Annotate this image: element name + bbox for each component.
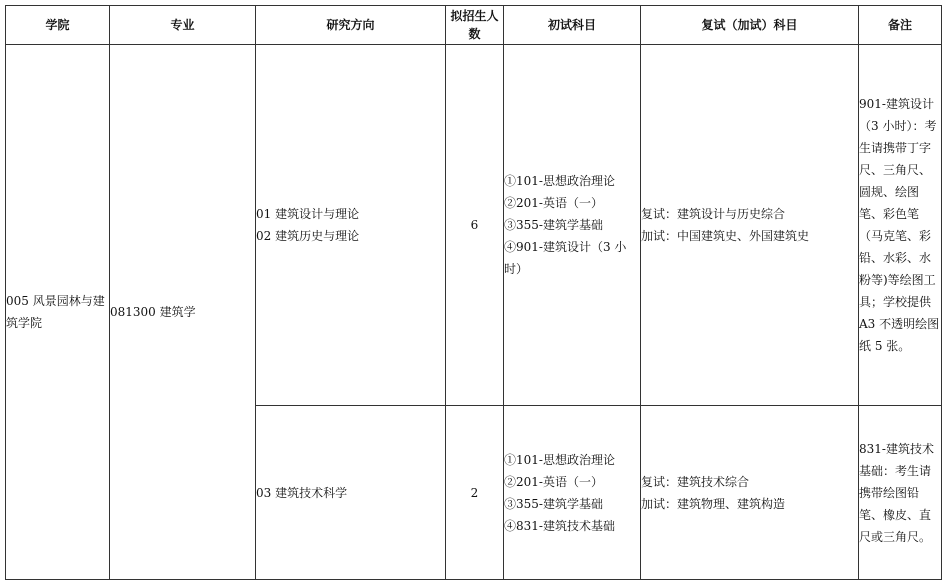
- remark-text: 831-建筑技术基础：考生请携带绘图铅笔、橡皮、直尺或三角尺。: [859, 441, 934, 544]
- program-table: [5, 5, 942, 580]
- prelim-line: ①101-思想政治理论: [504, 452, 615, 467]
- header-major: 专业: [110, 6, 256, 45]
- prelim-line: ②201-英语（一）: [504, 196, 603, 210]
- prelim-line: ②201-英语（一）: [504, 474, 603, 489]
- retest-line: 复试：建筑技术综合: [641, 474, 750, 489]
- major-cell: [110, 45, 256, 580]
- prelim-cell: [504, 45, 641, 406]
- header-prelim: 初试科目: [504, 6, 641, 45]
- college-cell: [6, 45, 110, 580]
- prelim-cell: [504, 406, 641, 580]
- direction-line: 01 建筑设计与理论: [256, 207, 360, 221]
- retest-line: 加试：中国建筑史、外国建筑史: [641, 229, 810, 243]
- retest-cell: [641, 406, 859, 580]
- prelim-line: ④831-建筑技术基础: [504, 518, 615, 533]
- header-remark: 备注: [859, 6, 942, 45]
- retest-cell: [641, 45, 859, 406]
- remark-text: 901-建筑设计（3 小时）：考生请携带丁字尺、三角尺、圆规、绘图笔、彩色笔（马克笔、彩铅、水彩、水粉等)等绘图工具；学校提供 A3 不透明绘图纸 5 张。: [859, 97, 940, 353]
- major-text: 081300 建筑学: [110, 305, 196, 319]
- retest-line: 加试：建筑物理、建筑构造: [641, 496, 786, 511]
- table-row: [6, 45, 942, 406]
- remark-cell: [859, 45, 942, 406]
- prelim-line: ④901-建筑设计（3 小时）: [504, 240, 627, 276]
- header-direction: 研究方向: [256, 6, 446, 45]
- header-row: [6, 6, 942, 45]
- direction-line: 02 建筑历史与理论: [256, 229, 360, 243]
- remark-cell: [859, 406, 942, 580]
- prelim-line: ③355-建筑学基础: [504, 218, 603, 232]
- enroll-cell: 2: [446, 406, 504, 580]
- prelim-line: ①101-思想政治理论: [504, 174, 615, 188]
- header-enroll: 拟招生人数: [446, 6, 504, 45]
- direction-cell: [256, 45, 446, 406]
- retest-line: 复试：建筑设计与历史综合: [641, 207, 786, 221]
- direction-line: 03 建筑技术科学: [256, 485, 348, 500]
- college-text: 005 风景园林与建筑学院: [6, 294, 105, 330]
- enroll-cell: 6: [446, 45, 504, 406]
- direction-cell: [256, 406, 446, 580]
- header-retest: 复试（加试）科目: [641, 6, 859, 45]
- header-college: 学院: [6, 6, 110, 45]
- prelim-line: ③355-建筑学基础: [504, 496, 603, 511]
